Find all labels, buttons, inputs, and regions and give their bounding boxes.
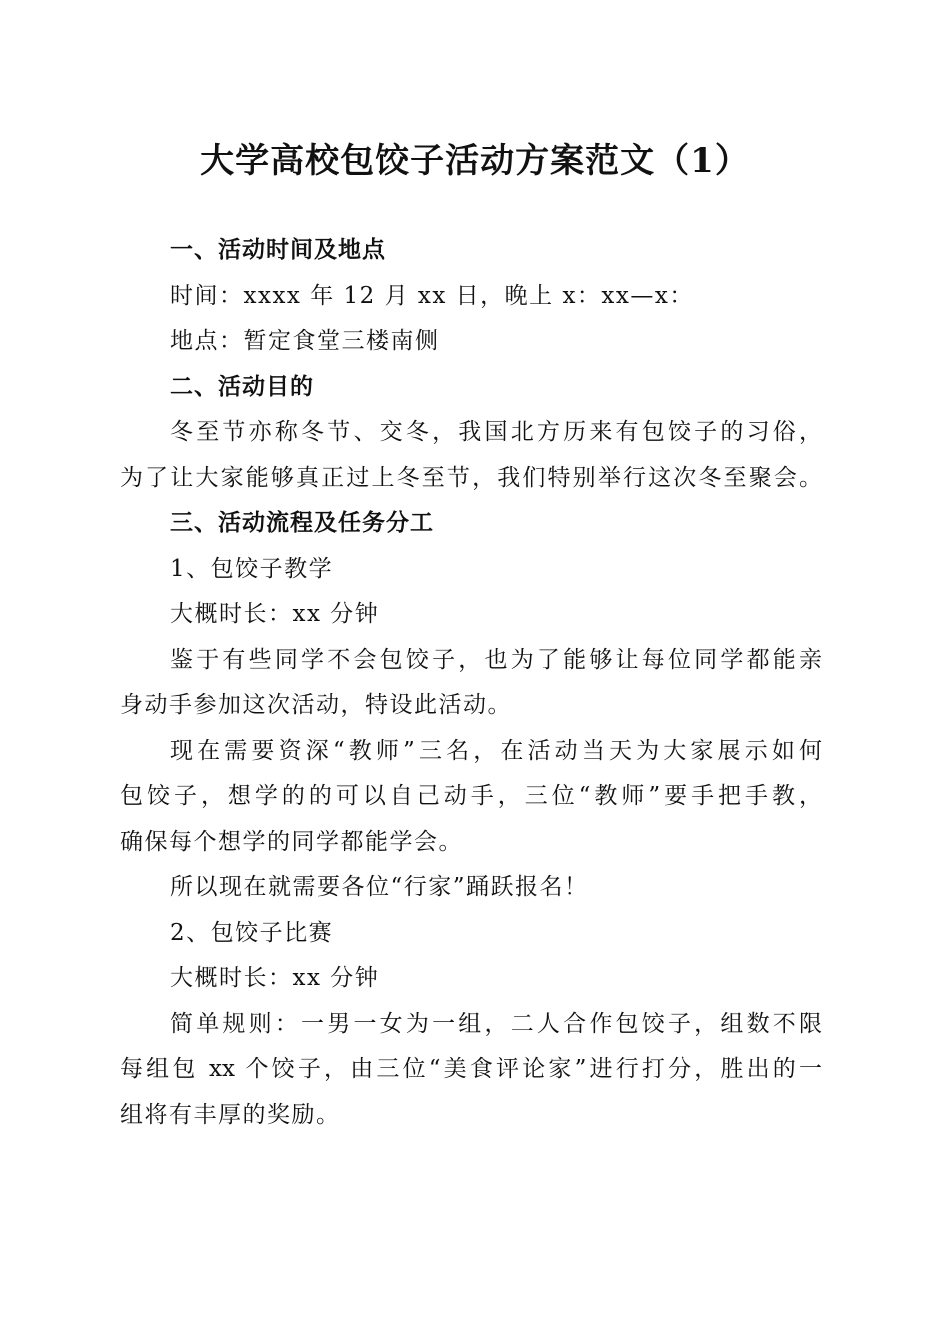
paragraph-purpose-line-1: 冬至节亦称冬节、交冬，我国北方历来有包饺子的习俗，	[170, 419, 822, 445]
paragraph-teachers-line-1: 现在需要资深“教师”三名，在活动当天为大家展示如何	[170, 737, 822, 764]
paragraph-rules-line-2: 每组包 xx 个饺子，由三位“美食评论家”进行打分，胜出的一	[120, 1056, 822, 1082]
paragraph-teaching-duration: 大概时长：xx 分钟	[170, 601, 380, 627]
paragraph-location: 地点：暂定食堂三楼南侧	[170, 328, 440, 354]
paragraph-teaching-line-2: 身动手参加这次活动，特设此活动。	[120, 692, 512, 718]
section-heading-time-location: 一、活动时间及地点	[170, 237, 386, 263]
paragraph-rules-line-1: 简单规则：一男一女为一组，二人合作包饺子，组数不限	[170, 1010, 822, 1037]
section-heading-process: 三、活动流程及任务分工	[170, 510, 434, 536]
paragraph-teaching-line-1: 鉴于有些同学不会包饺子，也为了能够让每位同学都能亲	[170, 646, 822, 673]
page-title: 大学高校包饺子活动方案范文（1）	[200, 141, 750, 181]
section-heading-purpose: 二、活动目的	[170, 373, 314, 400]
paragraph-teachers-line-3: 确保每个想学的同学都能学会。	[120, 828, 463, 855]
subheading-teaching: 1、包饺子教学	[170, 555, 334, 582]
paragraph-time: 时间：xxxx 年 12 月 xx 日，晚上 x：xx—x：	[170, 282, 694, 309]
paragraph-purpose-line-2: 为了让大家能够真正过上冬至节，我们特别举行这次冬至聚会。	[120, 464, 822, 491]
document-body	[120, 228, 822, 1138]
subheading-competition: 2、包饺子比赛	[170, 919, 334, 946]
paragraph-signup: 所以现在就需要各位“行家”踊跃报名！	[170, 874, 589, 900]
paragraph-rules-line-3: 组将有丰厚的奖励。	[120, 1101, 341, 1128]
paragraph-teachers-line-2: 包饺子，想学的的可以自己动手，三位“教师”要手把手教，	[120, 783, 822, 809]
paragraph-competition-duration: 大概时长：xx 分钟	[170, 965, 380, 991]
